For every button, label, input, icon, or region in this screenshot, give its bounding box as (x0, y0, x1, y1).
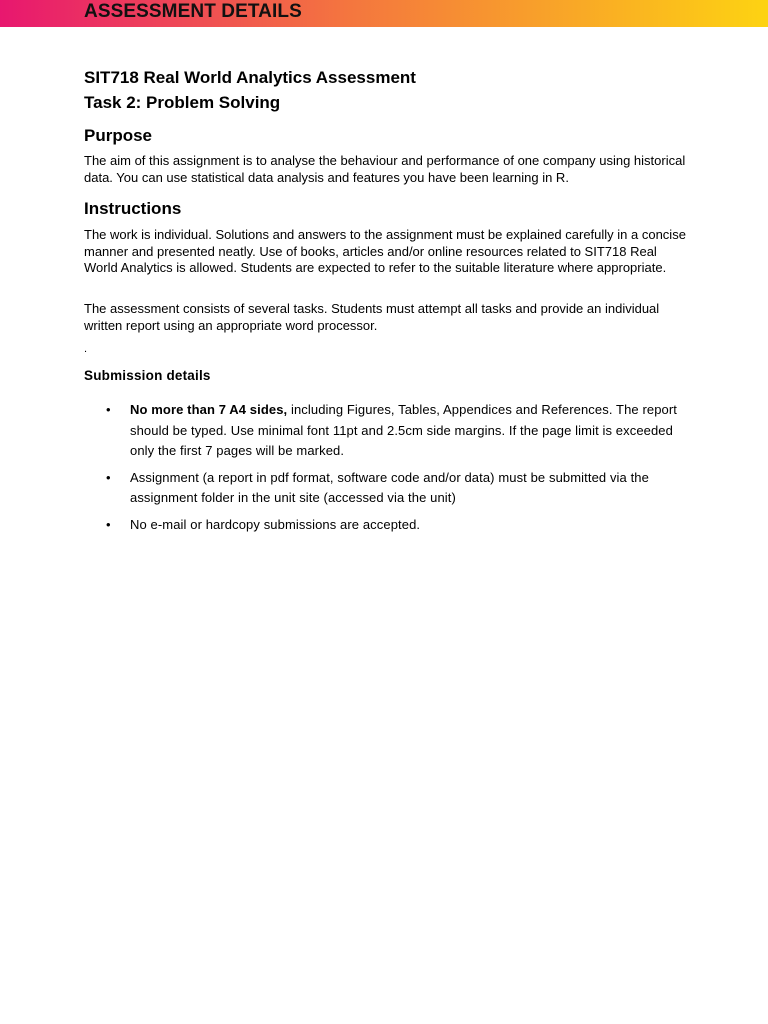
document-title: SIT718 Real World Analytics Assessment (84, 68, 416, 87)
list-item (0, 468, 695, 509)
instructions-heading: Instructions (84, 199, 182, 218)
bullet-icon: • (106, 402, 111, 417)
task-title: Task 2: Problem Solving (84, 93, 281, 112)
header-band (0, 0, 768, 27)
bullet-text: including Figures, Tables, Appendices and References. The report should be typed. Use minimal font 11pt and 2.5cm side margins. If the page limit is exceeded only the first 7 pages will be marked. (130, 402, 678, 458)
bullet-icon: • (106, 516, 111, 532)
instructions-paragraph: The assessment consists of several tasks. Students must attempt all tasks and provide an individual written report using an appropriate word processor. (84, 301, 660, 333)
bullet-icon: • (106, 469, 111, 485)
list-item (0, 400, 695, 462)
purpose-heading: Purpose (84, 126, 153, 145)
bullet-text: No e-mail or hardcopy submissions are accepted. (130, 516, 421, 532)
purpose-text: The aim of this assignment is to analyse the behaviour and performance of one company using historical data. You can use statistical data analysis and features you have been learning in R. (84, 153, 686, 185)
instructions-paragraph: The work is individual. Solutions and answers to the assignment must be explained carefully in a concise manner and presented neatly. Use of books, articles and/or online resources related to SIT718 Real World Analytics is allowed. Students are expected to refer to the suitable literature where appropriate. (84, 227, 686, 276)
stray-mark: . (84, 343, 88, 355)
bullet-text: Assignment (a report in pdf format, software code and/or data) must be submitted via the assignment folder in the unit site (accessed via the unit) (130, 469, 649, 505)
header-title: ASSESSMENT DETAILS (84, 1, 302, 22)
submission-list (0, 400, 768, 541)
bullet-lead-text: No more than 7 A4 sides, (130, 402, 288, 417)
submission-heading: Submission details (84, 368, 211, 383)
list-item (0, 515, 695, 536)
